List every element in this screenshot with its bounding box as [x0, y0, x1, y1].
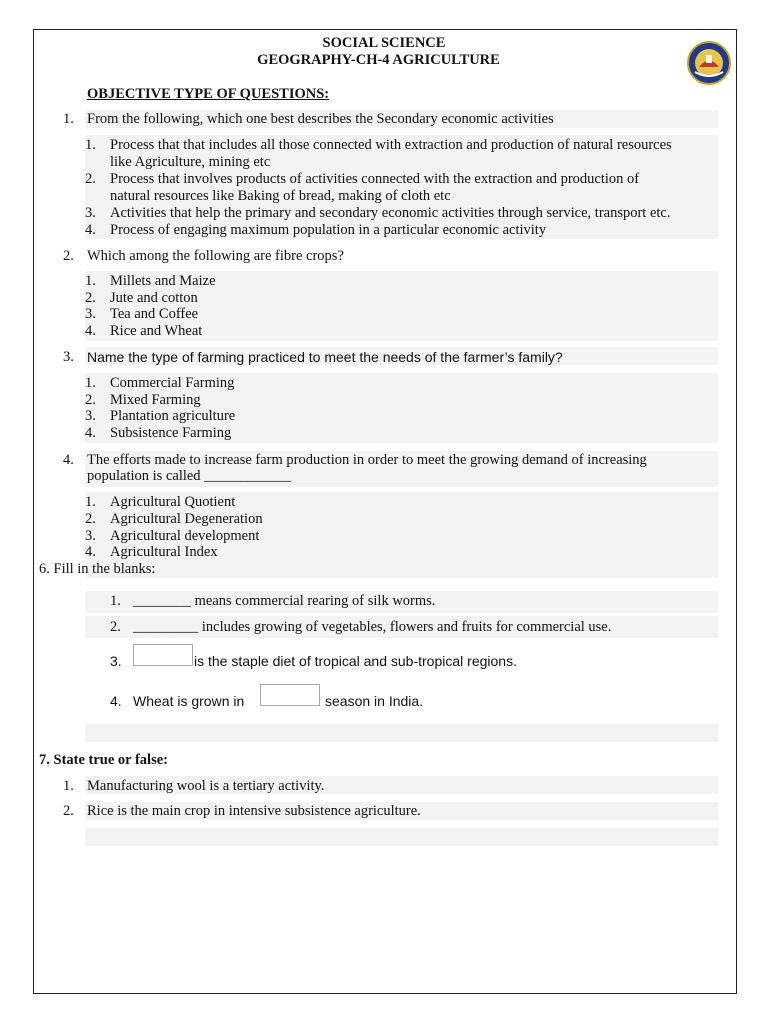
- fill-blanks-heading: 6. Fill in the blanks:: [39, 561, 156, 577]
- option-text: Agricultural development: [110, 528, 260, 544]
- blank-number: 1.: [110, 593, 121, 609]
- option-number: 3.: [85, 528, 96, 544]
- option-number: 2.: [85, 511, 96, 527]
- blank-text: Wheat is grown in: [133, 693, 245, 709]
- option-text: Agricultural Quotient: [110, 494, 236, 510]
- statement-number: 1.: [63, 778, 74, 794]
- option-text: Mixed Farming: [110, 392, 201, 408]
- question-number: 1.: [63, 111, 74, 127]
- blank-text: _________ includes growing of vegetables, flowers and fruits for commercial use.: [133, 619, 612, 635]
- option-text: like Agriculture, mining etc: [110, 154, 271, 170]
- chapter-title: GEOGRAPHY-CH-4 AGRICULTURE: [257, 52, 500, 68]
- blank-text: season in India.: [325, 693, 424, 709]
- option-text: Tea and Coffee: [110, 306, 199, 322]
- empty-band: [85, 724, 718, 742]
- option-number: 1.: [85, 137, 96, 153]
- option-number: 3.: [85, 306, 96, 322]
- subject-title: SOCIAL SCIENCE: [322, 35, 446, 51]
- question-text: From the following, which one best describes the Secondary economic activities: [87, 111, 554, 127]
- statement-number: 2.: [63, 803, 74, 819]
- question-number: 4.: [63, 452, 74, 468]
- objective-heading: OBJECTIVE TYPE OF QUESTIONS:: [87, 86, 330, 102]
- option-number: 4.: [85, 425, 96, 441]
- question-text: population is called ____________: [87, 468, 292, 484]
- option-text: Millets and Maize: [110, 273, 216, 289]
- option-number: 2.: [85, 290, 96, 306]
- option-text: Agricultural Degeneration: [110, 511, 263, 527]
- blank-number: 3.: [110, 653, 122, 669]
- question-text: Name the type of farming practiced to meet the needs of the farmer’s family?: [87, 349, 563, 365]
- option-text: Subsistence Farming: [110, 425, 232, 441]
- option-number: 4.: [85, 323, 96, 339]
- option-text: Process that that includes all those connected with extraction and production of natural resources: [110, 137, 672, 153]
- option-number: 1.: [85, 375, 96, 391]
- option-text: natural resources like Baking of bread, making of cloth etc: [110, 188, 451, 204]
- option-text: Activities that help the primary and secondary economic activities through service, transport etc.: [110, 205, 671, 221]
- option-number: 4.: [85, 222, 96, 238]
- statement-text: Rice is the main crop in intensive subsistence agriculture.: [87, 803, 421, 819]
- blank-text: ________ means commercial rearing of silk worms.: [133, 593, 436, 609]
- option-number: 2.: [85, 392, 96, 408]
- option-text: Process of engaging maximum population in a particular economic activity: [110, 222, 547, 238]
- option-text: Commercial Farming: [110, 375, 235, 391]
- option-text: Rice and Wheat: [110, 323, 203, 339]
- blank-number: 2.: [110, 619, 121, 635]
- question-number: 3.: [63, 349, 74, 365]
- option-text: Agricultural Index: [110, 544, 218, 560]
- question-text: Which among the following are fibre crops?: [87, 248, 344, 264]
- question-text: The efforts made to increase farm production in order to meet the growing demand of increasing: [87, 452, 647, 468]
- option-number: 3.: [85, 408, 96, 424]
- blank-text: is the staple diet of tropical and sub-tropical regions.: [194, 653, 517, 669]
- blank-input-box[interactable]: [133, 644, 193, 666]
- empty-band: [85, 828, 718, 846]
- option-number: 3.: [85, 205, 96, 221]
- option-text: Jute and cotton: [110, 290, 198, 306]
- statement-text: Manufacturing wool is a tertiary activity.: [87, 778, 325, 794]
- option-number: 2.: [85, 171, 96, 187]
- question-number: 2.: [63, 248, 74, 264]
- option-text: Plantation agriculture: [110, 408, 236, 424]
- blank-input-box[interactable]: [260, 684, 320, 706]
- option-text: Process that involves products of activities connected with the extraction and production of: [110, 171, 640, 187]
- option-number: 1.: [85, 494, 96, 510]
- option-number: 1.: [85, 273, 96, 289]
- blank-number: 4.: [110, 693, 122, 709]
- true-false-heading: 7. State true or false:: [39, 752, 168, 768]
- option-number: 4.: [85, 544, 96, 560]
